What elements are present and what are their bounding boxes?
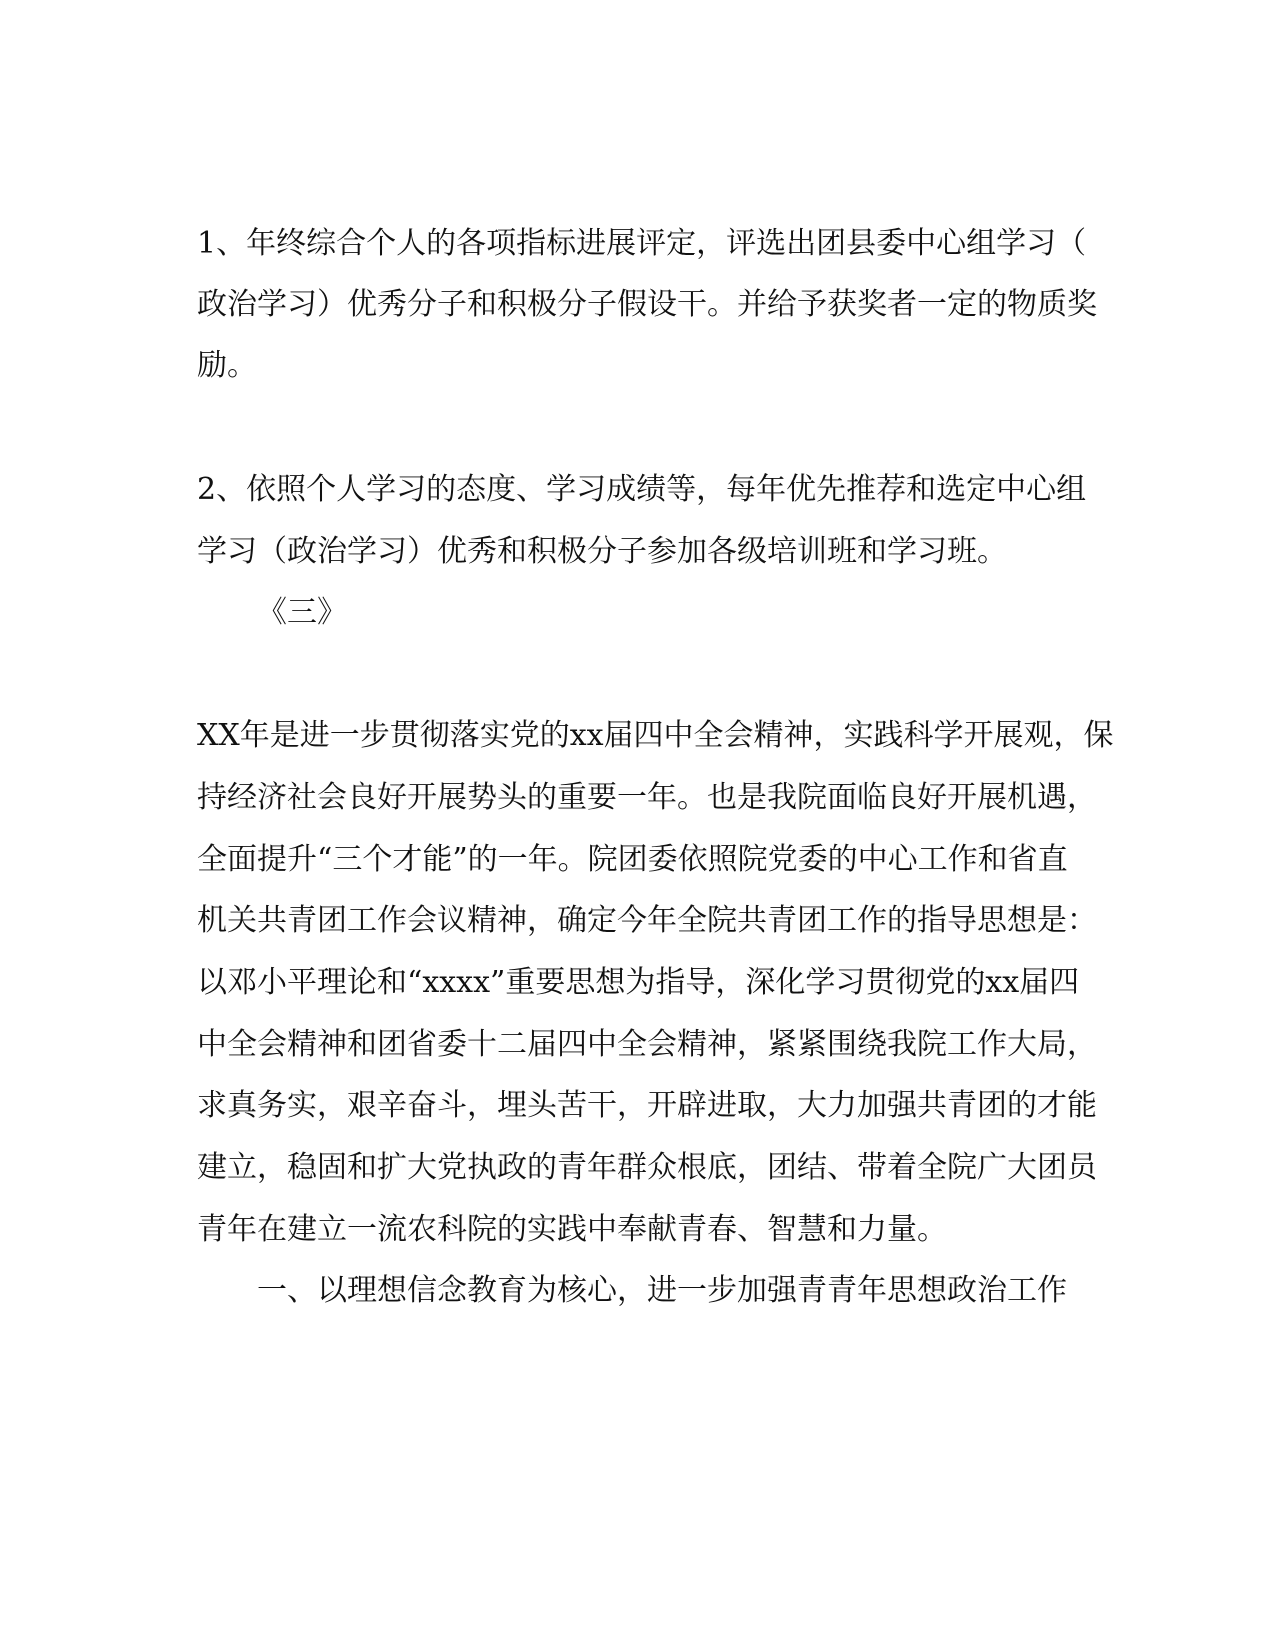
paragraph-1-line-2: 政治学习）优秀分子和积极分子假设干。并给予获奖者一定的物质奖	[197, 287, 1097, 322]
paragraph-3-line-2: 持经济社会良好开展势头的重要一年。也是我院面临良好开展机遇，	[197, 780, 1097, 815]
section-marker: 《三》	[257, 595, 347, 630]
paragraph-1-line-3: 励。	[197, 348, 257, 383]
paragraph-3-line-9: 青年在建立一流农科院的实践中奉献青春、智慧和力量。	[197, 1212, 947, 1247]
section-heading-1: 一、以理想信念教育为核心，进一步加强青青年思想政治工作	[257, 1273, 1067, 1308]
paragraph-3-line-3: 全面提升“三个才能”的一年。院团委依照院党委的中心工作和省直	[197, 842, 1068, 877]
paragraph-3-line-6: 中全会精神和团省委十二届四中全会精神，紧紧围绕我院工作大局，	[197, 1027, 1097, 1062]
paragraph-2-line-2: 学习（政治学习）优秀和积极分子参加各级培训班和学习班。	[197, 534, 1007, 569]
paragraph-3-line-8: 建立，稳固和扩大党执政的青年群众根底，团结、带着全院广大团员	[197, 1150, 1097, 1185]
paragraph-1-line-1: 1、年终综合个人的各项指标进展评定，评选出团县委中心组学习（	[197, 226, 1087, 261]
paragraph-3-line-4: 机关共青团工作会议精神，确定今年全院共青团工作的指导思想是：	[197, 903, 1097, 938]
paragraph-2-line-1: 2、依照个人学习的态度、学习成绩等，每年优先推荐和选定中心组	[197, 472, 1087, 507]
paragraph-3-line-5: 以邓小平理论和“xxxx”重要思想为指导，深化学习贯彻党的xx届四	[197, 965, 1080, 1000]
paragraph-3-line-7: 求真务实，艰辛奋斗，埋头苦干，开辟进取，大力加强共青团的才能	[197, 1088, 1097, 1123]
paragraph-3-line-1: XX年是进一步贯彻落实党的xx届四中全会精神，实践科学开展观，保	[197, 718, 1114, 753]
